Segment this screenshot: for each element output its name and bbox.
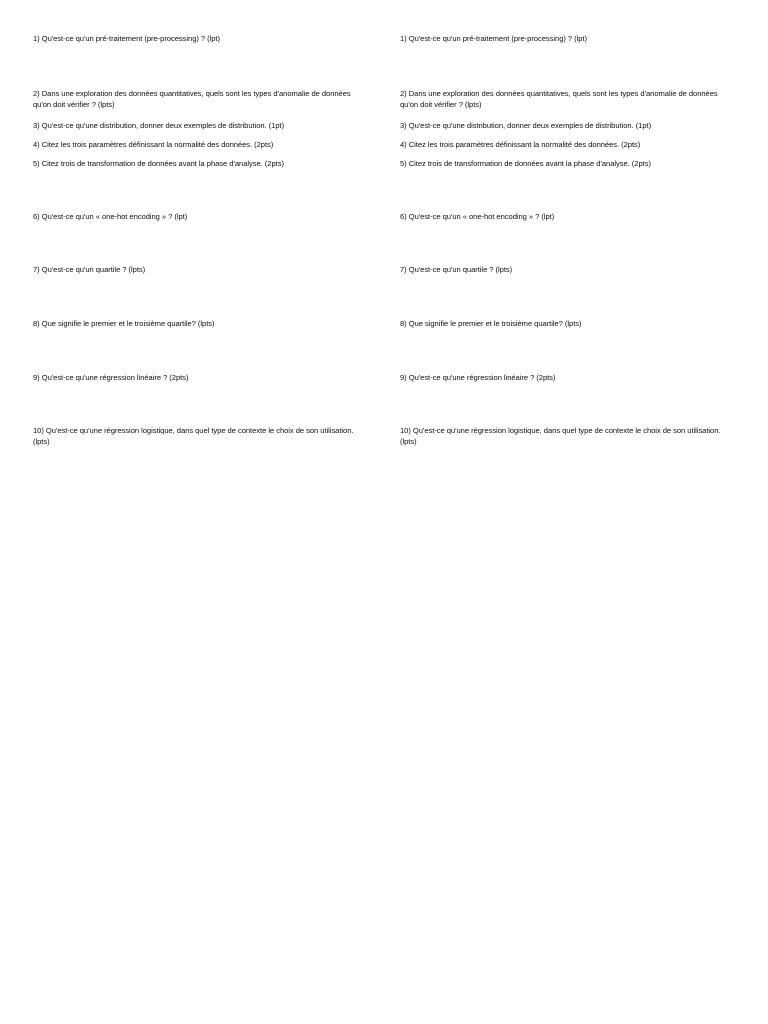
question-2: 2) Dans une exploration des données quantitatives, quels sont les types d'anomalie de données qu'on doit vérifier ? (lpts)	[33, 89, 351, 109]
question-7: 7) Qu'est-ce qu'un quartile ? (lpts)	[400, 265, 513, 274]
question-1: 1) Qu'est-ce qu'un pré-traitement (pre-processing) ? (lpt)	[400, 34, 587, 43]
question-9: 9) Qu'est-ce qu'une régression linéaire ? (2pts)	[400, 373, 556, 382]
question-7: 7) Qu'est-ce qu'un quartile ? (lpts)	[33, 265, 146, 274]
question-8: 8) Que signifie le premier et le troisième quartile? (lpts)	[33, 319, 215, 328]
question-3: 3) Qu'est-ce qu'une distribution, donner deux exemples de distribution. (1pt)	[33, 121, 285, 130]
question-4: 4) Citez les trois paramètres définissant la normalité des données. (2pts)	[400, 140, 641, 149]
question-5: 5) Citez trois de transformation de données avant la phase d'analyse. (2pts)	[33, 159, 284, 168]
question-9: 9) Qu'est-ce qu'une régression linéaire ? (2pts)	[33, 373, 189, 382]
question-5: 5) Citez trois de transformation de données avant la phase d'analyse. (2pts)	[400, 159, 651, 168]
question-10: 10) Qu'est-ce qu'une régression logistique, dans quel type de contexte le choix de son utilisation. (lpts)	[33, 426, 354, 446]
question-2: 2) Dans une exploration des données quantitatives, quels sont les types d'anomalie de données qu'on doit vérifier ? (lpts)	[400, 89, 718, 109]
question-10: 10) Qu'est-ce qu'une régression logistique, dans quel type de contexte le choix de son utilisation. (lpts)	[400, 426, 721, 446]
question-4: 4) Citez les trois paramètres définissant la normalité des données. (2pts)	[33, 140, 274, 149]
question-3: 3) Qu'est-ce qu'une distribution, donner deux exemples de distribution. (1pt)	[400, 121, 652, 130]
question-8: 8) Que signifie le premier et le troisième quartile? (lpts)	[400, 319, 582, 328]
question-1: 1) Qu'est-ce qu'un pré-traitement (pre-processing) ? (lpt)	[33, 34, 220, 43]
question-6: 6) Qu'est-ce qu'un « one-hot encoding » ? (lpt)	[400, 212, 555, 221]
question-6: 6) Qu'est-ce qu'un « one-hot encoding » ? (lpt)	[33, 212, 188, 221]
